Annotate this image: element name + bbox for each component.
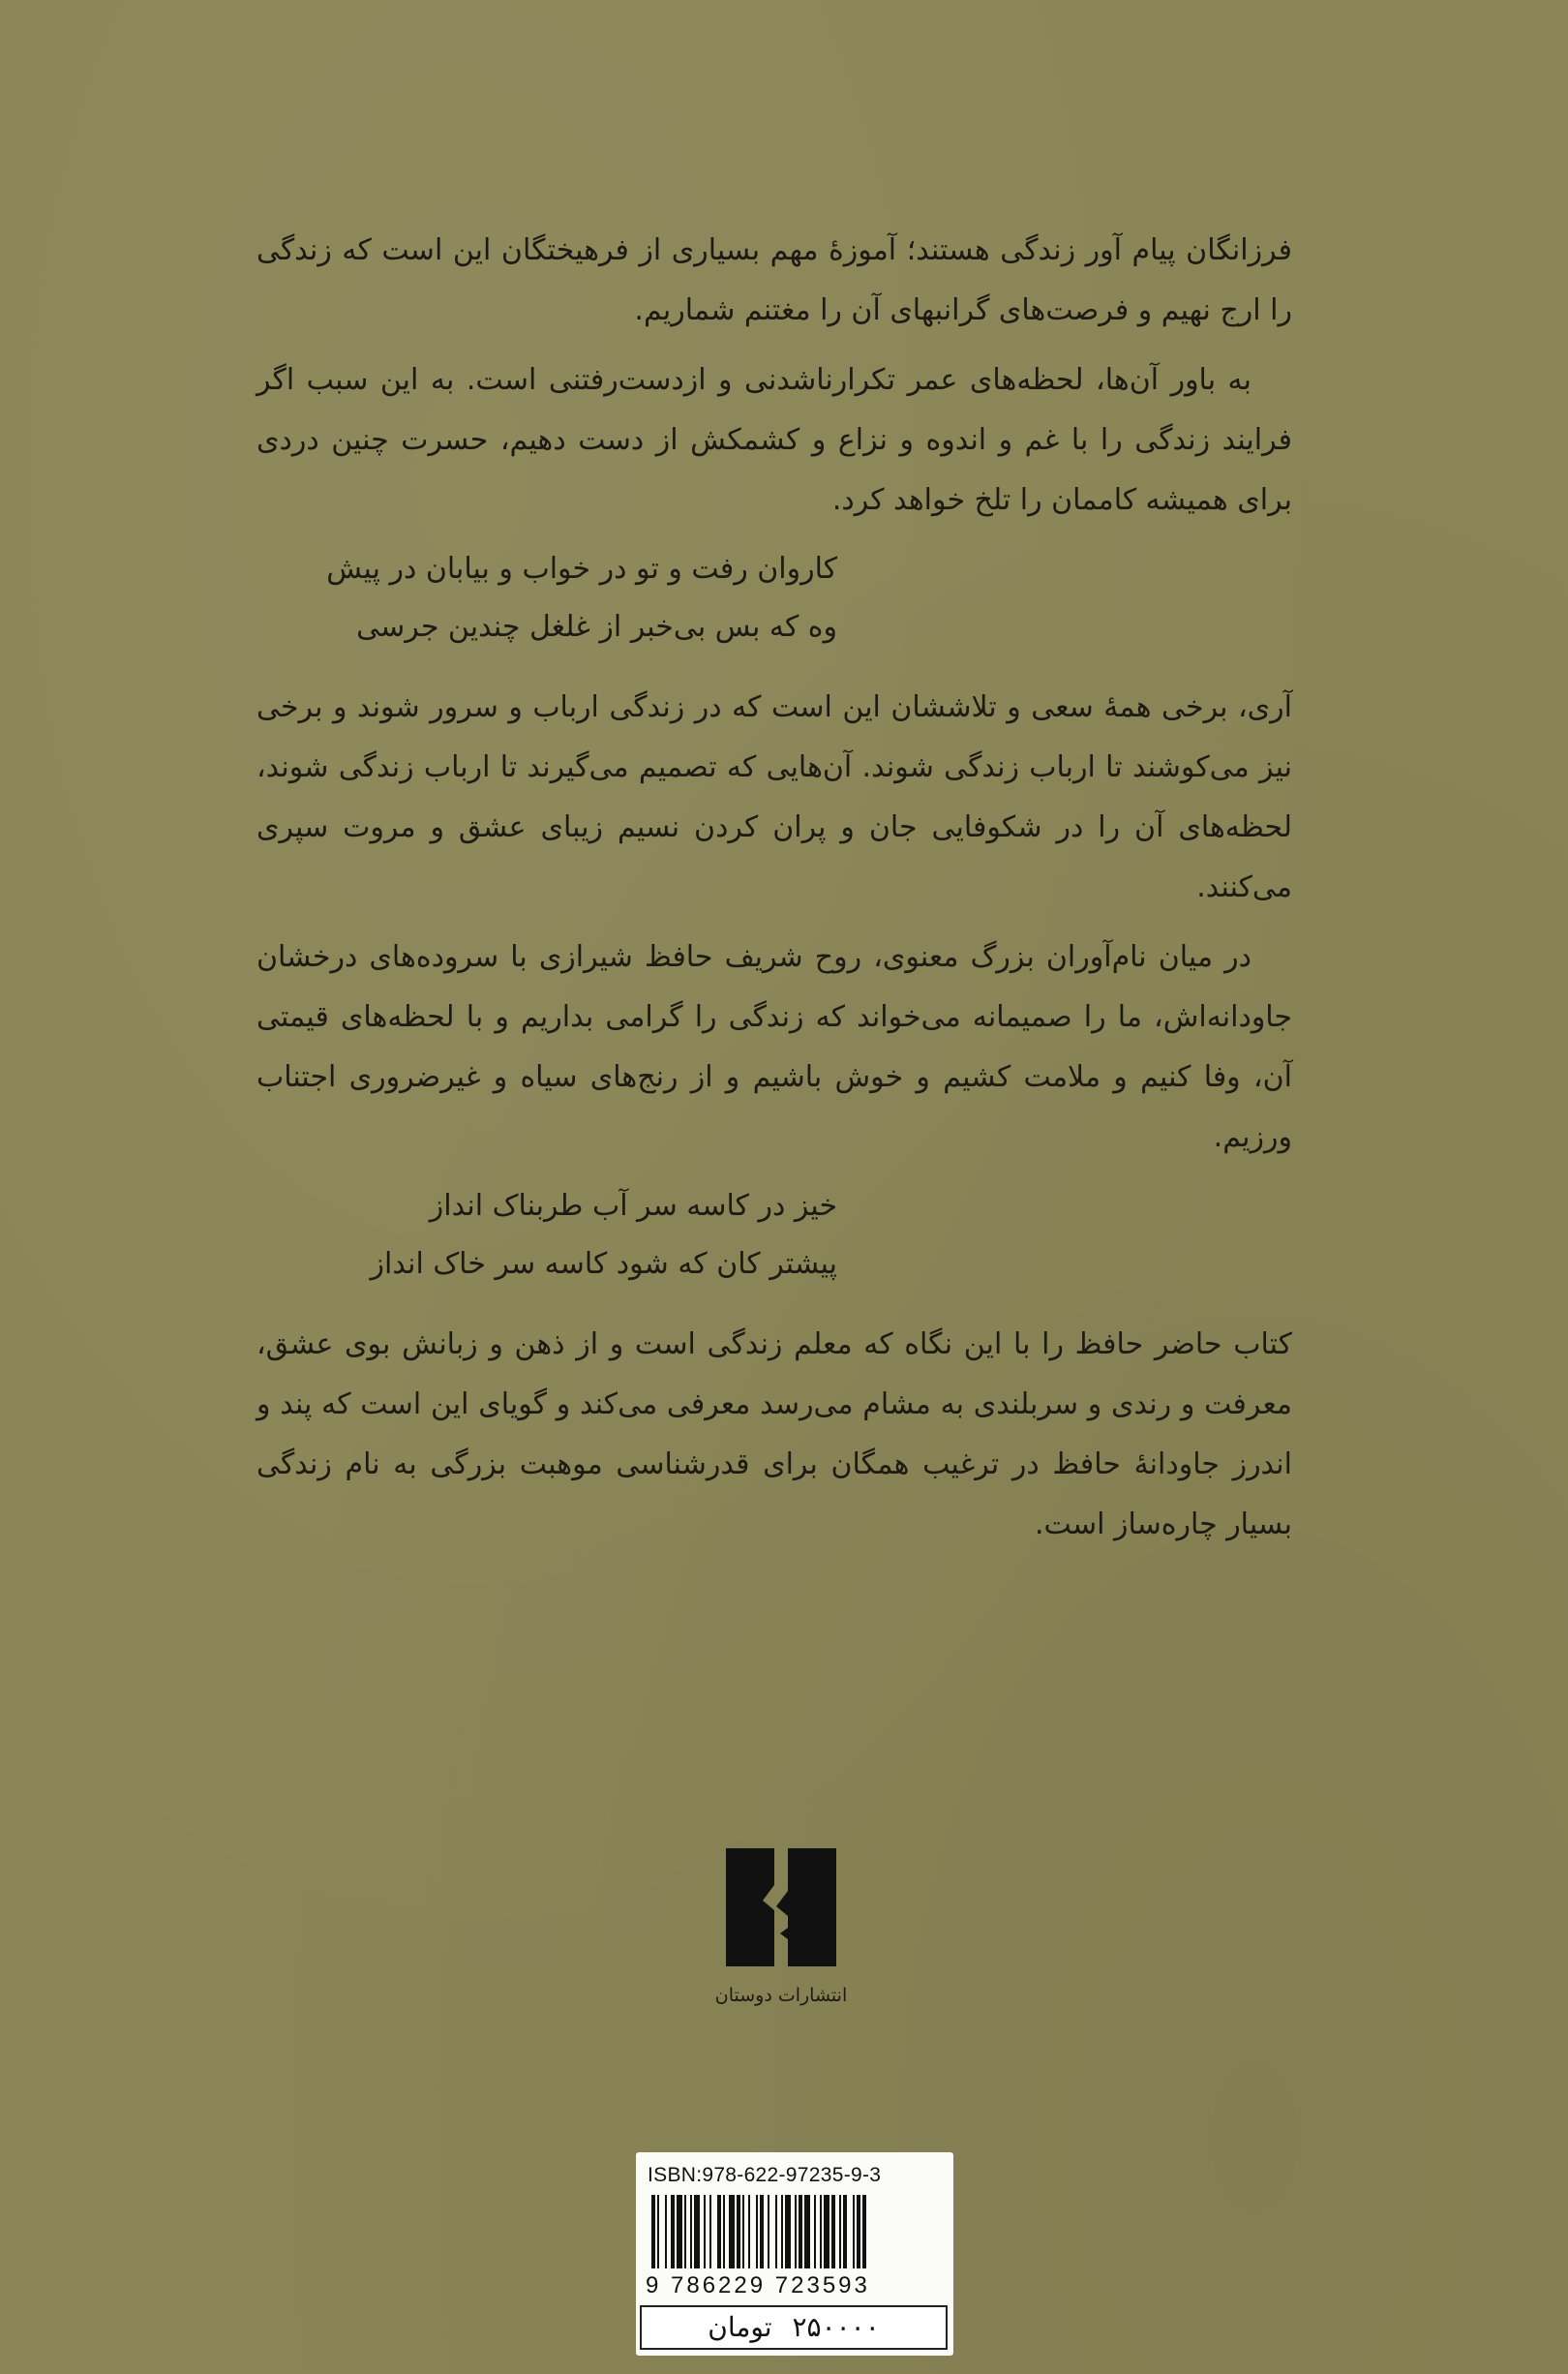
blurb-text bbox=[256, 221, 1292, 1565]
barcode-stripe bbox=[737, 2195, 740, 2268]
barcode-stripe bbox=[799, 2195, 802, 2268]
barcode-stripe bbox=[717, 2195, 721, 2268]
barcode-stripe bbox=[804, 2195, 810, 2268]
verse-1 bbox=[256, 540, 1292, 656]
barcode-stripe bbox=[756, 2195, 758, 2268]
barcode-stripe bbox=[704, 2195, 706, 2268]
barcode-stripe bbox=[781, 2195, 783, 2268]
blurb-paragraph-4: در میان نام‌آوران بزرگ معنوی، روح شریف حافظ شیرازی با سروده‌های درخشان جاودانه‌اش، ما را صمیمانه می‌خواند که زندگی را گرامی بداریم و با لحظه‌های قیمتی آن، وفا کنیم و ملامت کشیم و خوش باشیم و از رنج‌های سیاه و غیرضروری اجتناب ورزیم. bbox=[256, 940, 1292, 1154]
barcode-stripe bbox=[775, 2195, 777, 2268]
verse-2 bbox=[256, 1177, 1292, 1294]
barcode-stripe bbox=[651, 2195, 655, 2268]
barcode-stripe bbox=[657, 2195, 659, 2268]
publisher-name: انتشارات دوستان bbox=[714, 1985, 848, 2006]
blurb-paragraph-5: کتاب حاضر حافظ را با این نگاه که معلم زندگی است و از ذهن و زبانش بوی عشق، معرفت و رندی و سربلندی به مشام می‌رسد معرفی می‌کند و گویای این است که پند و اندرز جاودانهٔ حافظ در ترغیب همگان برای قدرشناسی موهبت بزرگی به نام زندگی بسیار چاره‌ساز است. bbox=[256, 1327, 1292, 1541]
blurb-paragraph-1: فرزانگان پیام آور زندگی هستند؛ آموزهٔ مهم بسیاری از فرهیختگان این است که زندگی را ارج نهیم و فرصت‌های گرانبهای آن را مغتنم شماریم. bbox=[256, 233, 1292, 327]
barcode-stripe bbox=[768, 2195, 769, 2268]
barcode-stripe bbox=[795, 2195, 797, 2268]
price-value: ۲۵۰۰۰۰ bbox=[792, 2311, 880, 2343]
barcode-digits: 9 786229 723593 bbox=[646, 2272, 870, 2298]
barcode-stripe bbox=[677, 2195, 682, 2268]
barcode-stripe bbox=[694, 2195, 700, 2268]
barcode-stripe bbox=[862, 2195, 866, 2268]
barcode-stripe bbox=[729, 2195, 735, 2268]
barcode-stripe bbox=[839, 2195, 841, 2268]
barcode-stripe bbox=[709, 2195, 711, 2268]
barcode-stripe bbox=[853, 2195, 855, 2268]
barcode-stripe bbox=[748, 2195, 750, 2268]
barcode-panel bbox=[636, 2152, 953, 2356]
barcode-stripe bbox=[723, 2195, 725, 2268]
barcode-stripe bbox=[785, 2195, 791, 2268]
barcode-stripe bbox=[690, 2195, 692, 2268]
barcode-stripe bbox=[843, 2195, 847, 2268]
barcode-bars bbox=[649, 2195, 940, 2268]
barcode-stripe bbox=[820, 2195, 822, 2268]
barcode-stripe bbox=[814, 2195, 816, 2268]
verse-1-line-1: کاروان رفت و تو در خواب و بیابان در پیش bbox=[326, 552, 837, 586]
blurb-paragraph-3: آری، برخی همهٔ سعی و تلاششان این است که در زندگی ارباب و سرور شوند و برخی نیز می‌کوشند تا ارباب زندگی شوند. آن‌هایی که تصمیم می‌گیرند تا ارباب زندگی شوند، لحظه‌های آن را در شکوفایی جان و پران کردن نسیم زیبای عشق و مروت سپری می‌کنند. bbox=[256, 690, 1292, 904]
barcode-stripe bbox=[831, 2195, 835, 2268]
barcode-stripe bbox=[824, 2195, 829, 2268]
price-tag bbox=[640, 2305, 948, 2350]
barcode-stripe bbox=[742, 2195, 744, 2268]
barcode-stripe bbox=[665, 2195, 667, 2268]
barcode-stripe bbox=[684, 2195, 686, 2268]
isbn-label: ISBN:978-622-97235-9-3 bbox=[648, 2164, 882, 2186]
barcode-stripe bbox=[857, 2195, 860, 2268]
blurb-paragraph-2: به باور آن‌ها، لحظه‌های عمر تکرارناشدنی و ازدست‌رفتنی است. به این سبب اگر فرایند زندگی را با غم و اندوه و نزاع و کشمکش از دست دهیم، حسرت چنین دردی برای همیشه کاممان را تلخ خواهد کرد. bbox=[256, 363, 1292, 517]
barcode-stripe bbox=[760, 2195, 764, 2268]
verse-2-line-2: پیشتر کان که شود کاسه سر خاک انداز bbox=[370, 1247, 837, 1281]
verse-2-line-1: خیز در کاسه سر آب طربناک انداز bbox=[429, 1189, 837, 1223]
verse-1-line-2: وه که بس بی‌خبر از غلغل چندین جرسی bbox=[356, 610, 837, 644]
price-unit: تومان bbox=[708, 2311, 772, 2343]
open-book-face-logo-icon bbox=[724, 1846, 838, 1968]
barcode-stripe bbox=[671, 2195, 675, 2268]
